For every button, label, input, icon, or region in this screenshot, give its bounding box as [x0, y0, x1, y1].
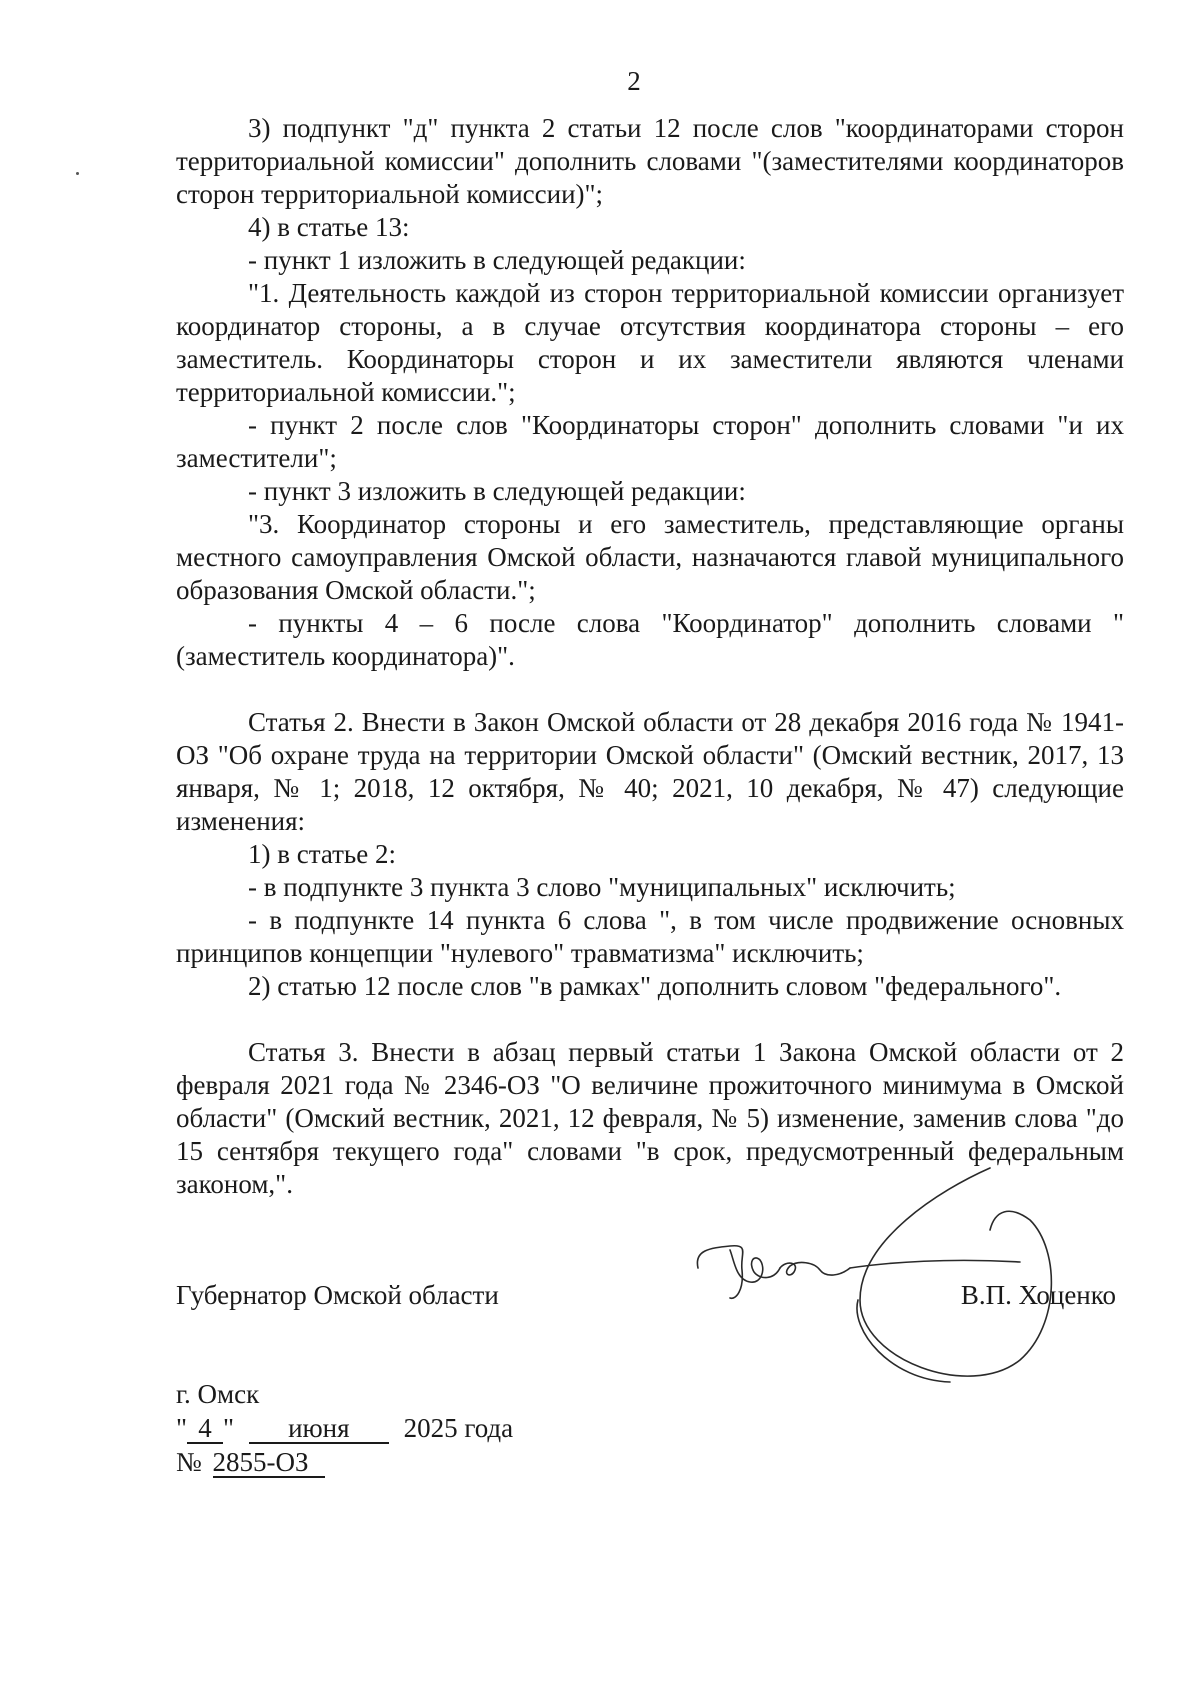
place-of-signing: г. Омск [176, 1379, 260, 1409]
signer-name: В.П. Хоценко [960, 1280, 1116, 1310]
paragraph: - в подпункте 14 пункта 6 слова ", в том числе продвижение основных принципов концепции "нулевого" травматизма" исключить; [176, 905, 1124, 968]
date-day: 4 [187, 1415, 223, 1444]
paragraph: "1. Деятельность каждой из сторон территориальной комиссии организует координатор стороны, а в случае отсутствия координатора стороны – его заместитель. Координаторы сторон и их заместители являются членами территориальной комиссии."; [176, 278, 1124, 407]
paragraph: - пункт 3 изложить в следующей редакции: [248, 476, 746, 506]
scan-speck [76, 172, 79, 175]
paragraph: "3. Координатор стороны и его заместитель, представляющие органы местного самоуправления Омской области, назначаются главой муниципального образования Омской области."; [176, 509, 1124, 605]
signer-title: Губернатор Омской области [176, 1280, 499, 1310]
date-year: 2025 года [403, 1413, 514, 1443]
paragraph: - пункты 4 – 6 после слова "Координатор" дополнить словами "(заместитель координатора)". [176, 608, 1124, 671]
document-body [176, 112, 1124, 1201]
paragraph: 3) подпункт "д" пункта 2 статьи 12 после слов "координаторами сторон территориальной комиссии" дополнить словами "(заместителями координаторов сторон территориальной комиссии)"; [176, 113, 1124, 209]
law-number-prefix: № [176, 1447, 202, 1477]
paragraph: Статья 2. Внести в Закон Омской области от 28 декабря 2016 года № 1941-ОЗ "Об охране труда на территории Омской области" (Омский вестник, 2017, 13 января, № 1; 2018, 12 октября, № 40; 2021, 10 декабря, № 47) следующие изменения: [176, 707, 1124, 836]
date-quote-open: " [176, 1413, 188, 1443]
law-number: 2855-ОЗ [213, 1449, 325, 1478]
date-month: июня [249, 1415, 389, 1444]
paragraph: Статья 3. Внести в абзац первый статьи 1 Закона Омской области от 2 февраля 2021 года № 2346-ОЗ "О величине прожиточного минимума в Омской области" (Омский вестник, 2021, 12 февраля, № 5) изменение, заменив слова "до 15 сентября текущего года" словами "в срок, предусмотренный федеральным законом,". [176, 1037, 1124, 1199]
handwritten-signature [690, 1150, 1130, 1400]
paragraph: - в подпункте 3 пункта 3 слово "муниципальных" исключить; [248, 872, 956, 902]
paragraph: - пункт 2 после слов "Координаторы сторон" дополнить словами "и их заместители"; [176, 410, 1124, 473]
date-line [176, 1412, 513, 1445]
page-number: 2 [627, 66, 641, 96]
paragraph: 2) статью 12 после слов "в рамках" дополнить словом "федерального". [248, 971, 1062, 1001]
date-quote-close: " [223, 1413, 235, 1443]
paragraph: - пункт 1 изложить в следующей редакции: [248, 245, 746, 275]
paragraph: 4) в статье 13: [248, 212, 410, 242]
paragraph: 1) в статье 2: [248, 839, 396, 869]
law-number-line [176, 1446, 325, 1479]
